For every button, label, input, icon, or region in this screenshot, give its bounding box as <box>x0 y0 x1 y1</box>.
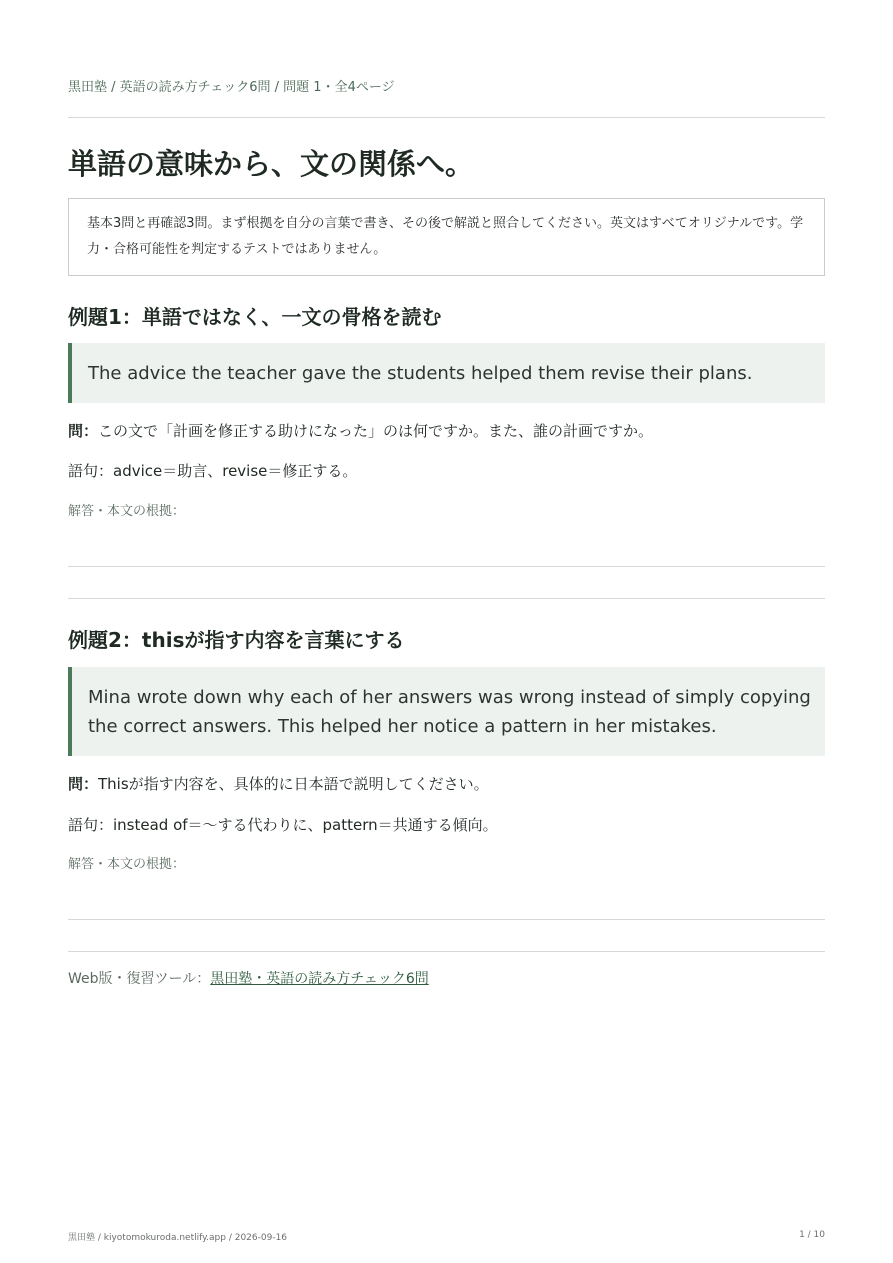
page-footer-source: 黒田塾 / kiyotomokuroda.netlify.app / 2026-09-16 <box>68 1233 288 1243</box>
example-2-heading: 例題2：thisが指す内容を言葉にする <box>68 628 405 652</box>
example-2-question-text: Thisが指す内容を、具体的に日本語で説明してください。 <box>98 775 489 793</box>
web-tool-line <box>68 968 429 988</box>
example-1-answer-label: 解答・本文の根拠： <box>68 504 186 519</box>
question-label: 問： <box>68 775 99 793</box>
example-1-heading: 例題1：単語ではなく、一文の骨格を読む <box>68 305 442 329</box>
example-2-passage <box>68 667 825 756</box>
example-1-question <box>68 420 653 441</box>
web-tool-link[interactable]: 黒田塾・英語の読み方チェック6問 <box>210 971 429 987</box>
footer-divider <box>68 951 825 952</box>
header-divider <box>68 117 825 118</box>
example-2-passage-text: Mina wrote down why each of her answers was wrong instead of simply copying the correct answers. This helped her notice a pattern in her mistakes. <box>88 686 811 737</box>
page-title: 単語の意味から、文の関係へ。 <box>68 147 475 181</box>
page-number: 1 / 10 <box>799 1230 825 1240</box>
example-1-passage-text: The advice the teacher gave the students helped them revise their plans. <box>88 362 753 384</box>
example-1-vocab: 語句：advice＝助言、revise＝修正する。 <box>68 462 358 480</box>
example-2-vocab: 語句：instead of＝〜する代わりに、pattern＝共通する傾向。 <box>68 816 498 834</box>
intro-box: 基本3問と再確認3問。まず根拠を自分の言葉で書き、その後で解説と照合してください。英文はすべてオリジナルです。学力・合格可能性を判定するテストではありません。 <box>68 198 825 276</box>
example-1-question-text: この文で「計画を修正する助けになった」のは何ですか。また、誰の計画ですか。 <box>98 422 654 440</box>
example-2-answer-label: 解答・本文の根拠： <box>68 857 186 872</box>
example-1-answer-line <box>68 566 825 567</box>
section-divider <box>68 598 825 599</box>
example-2-question <box>68 773 489 794</box>
example-1-passage <box>68 343 825 403</box>
example-2-answer-line <box>68 919 825 920</box>
breadcrumb: 黒田塾 / 英語の読み方チェック6問 / 問題 1・全4ページ <box>68 80 395 95</box>
web-tool-prefix: Web版・復習ツール： <box>68 971 211 987</box>
question-label: 問： <box>68 422 99 440</box>
